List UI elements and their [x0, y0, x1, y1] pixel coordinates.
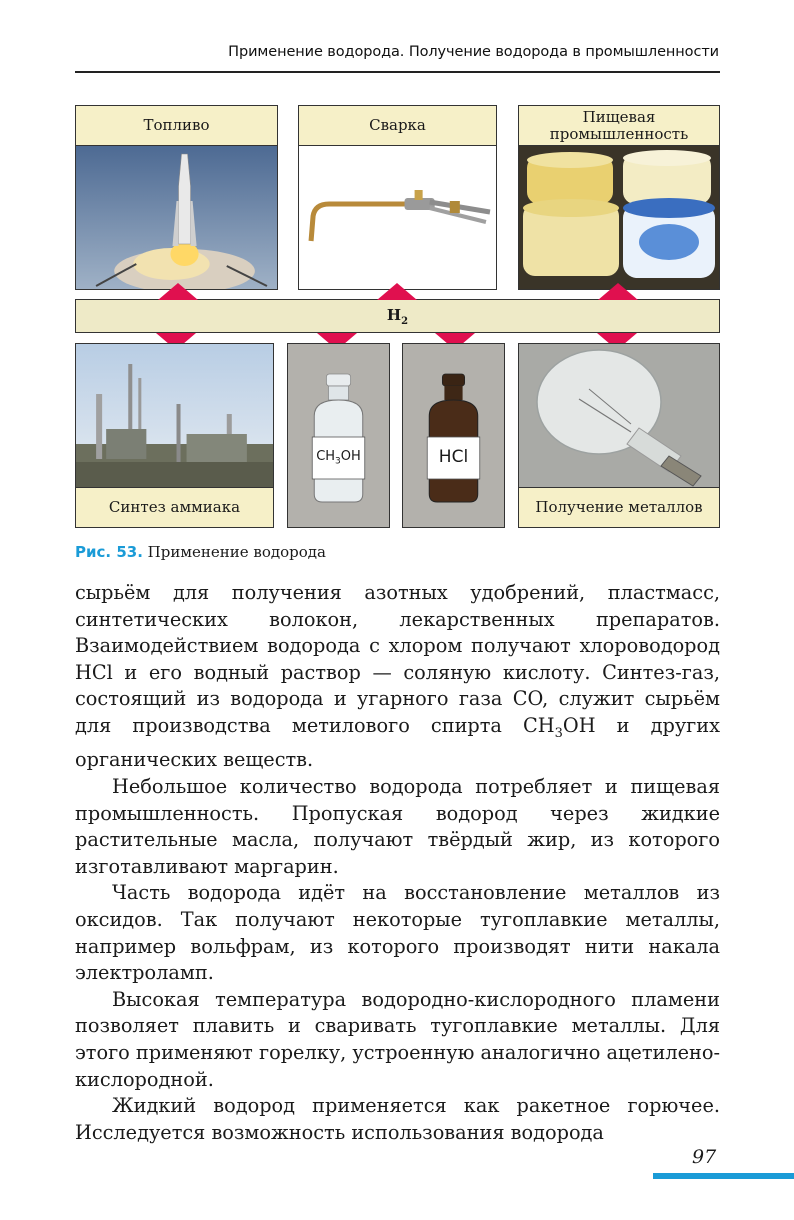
running-head: Применение водорода. Получение водорода в промышленности — [228, 44, 719, 60]
figure-caption — [75, 543, 326, 561]
methanol-bottle-image — [288, 344, 389, 527]
arrow-up-welding — [377, 283, 417, 300]
panel-fuel — [75, 105, 278, 290]
methanol-bottle-label: $CH_3OH$ — [316, 449, 361, 467]
paragraph-5: Жидкий водород применяется как ракетное горючее. Исследуется возможность использования водорода — [75, 1094, 720, 1144]
panel-hydrochloric-acid — [402, 343, 505, 528]
rocket-launch-image — [76, 146, 277, 289]
panel-methanol — [287, 343, 390, 528]
panel-food-industry — [518, 105, 720, 290]
paragraph-1: сырьём для получения азотных удобрений, пластмасс, синтетических волокон, лекарственных препаратов. Взаимодействием водорода с хлором получают хлороводород HCl и его водный раствор — соляную кислоту. Синтез-газ, состоящий из водорода и угарного газа CO, служит сырьём для производства метилового спирта $CH_3OH$ и других органических веществ. — [75, 581, 720, 772]
arrow-up-food — [598, 283, 638, 300]
hydrogen-bar — [75, 299, 720, 333]
paragraph-3: Часть водорода идёт на восстановление металлов из оксидов. Так получают некоторые тугоплавкие металлы, например вольфрам, из которого производят нити накала электроламп. — [75, 881, 720, 985]
arrow-up-fuel — [158, 283, 198, 300]
chemical-plant-image — [76, 344, 273, 487]
page-number: 97 — [692, 1146, 717, 1168]
welding-torch-image — [299, 146, 496, 289]
panel-ammonia-synthesis — [75, 343, 274, 528]
panel-food-label: Пищевая промышленность — [519, 106, 719, 146]
light-bulb-image — [519, 344, 719, 487]
figure-number: Рис. 53. — [75, 543, 143, 561]
margarine-tubs-image — [519, 146, 719, 289]
hcl-bottle-label: HCl — [438, 447, 469, 467]
panel-ammonia-label: Синтез аммиака — [76, 487, 273, 527]
panel-welding — [298, 105, 497, 290]
panel-welding-label: Сварка — [299, 106, 496, 146]
page-accent-bar — [653, 1173, 794, 1179]
paragraph-2: Небольшое количество водорода потребляет и пищевая промышленность. Пропуская водород через жидкие растительные масла, получают твёрдый жир, из которого изготавливают маргарин. — [75, 775, 720, 878]
hydrogen-formula: $H_2$ — [386, 305, 409, 327]
panel-fuel-label: Топливо — [76, 106, 277, 146]
hcl-bottle-image — [403, 344, 504, 527]
panel-metals-production — [518, 343, 720, 528]
body-text — [75, 580, 720, 1146]
panel-metals-label: Получение металлов — [519, 487, 719, 527]
figure-hydrogen-applications — [0, 0, 794, 561]
paragraph-4: Высокая температура водородно-кислородного пламени позволяет плавить и сваривать тугоплавкие металлы. Для этого применяют горелку, устроенную аналогично ацетилено-кислородной. — [75, 987, 720, 1091]
figure-caption-text: Применение водорода — [147, 543, 326, 561]
